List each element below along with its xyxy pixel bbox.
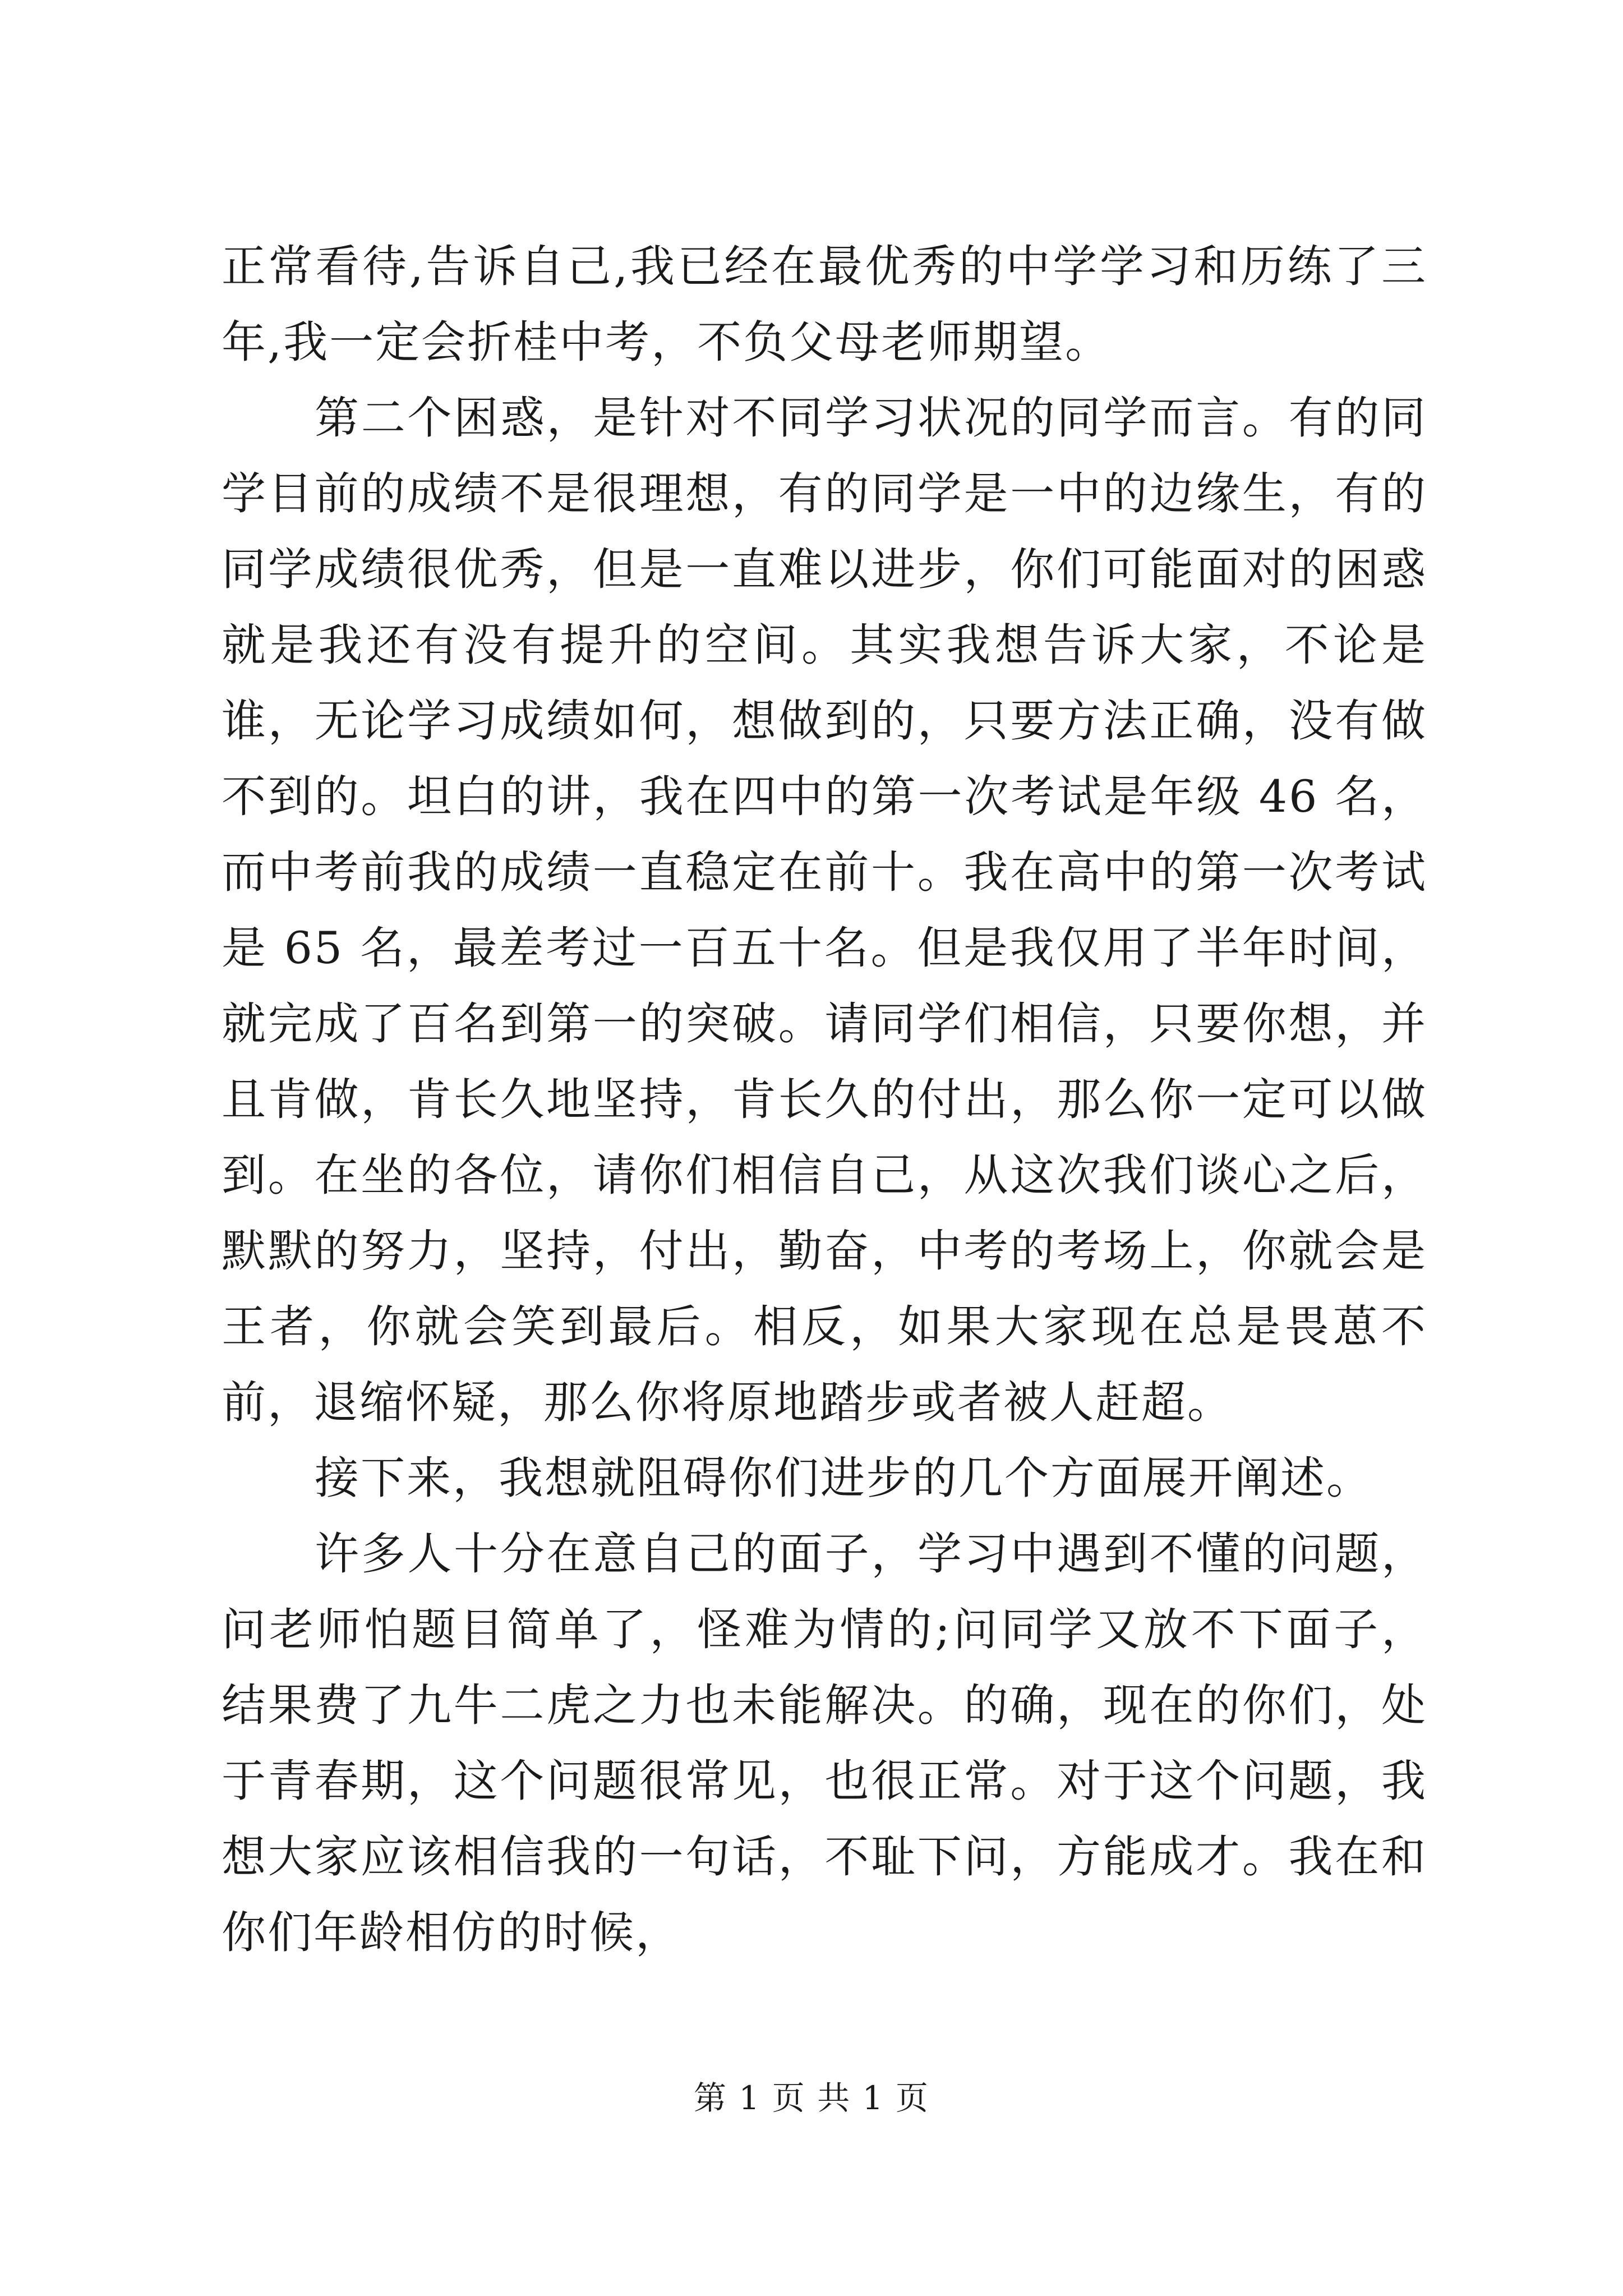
paragraph-3: 接下来，我想就阻碍你们进步的几个方面展开阐述。	[315, 1452, 1372, 1504]
paragraph-2: 第二个困惑，是针对不同学习状况的同学而言。有的同学目前的成绩不是很理想，有的同学是一中的边缘生，有的同学成绩很优秀，但是一直难以进步，你们可能面对的困惑就是我还有没有提升的空间。其实我想告诉大家，不论是谁，无论学习成绩如何，想做到的，只要方法正确，没有做不到的。坦白的讲，我在四中的第一次考试是年级 46 名，而中考前我的成绩一直稳定在前十。我在高中的第一次考试是 65 名，最差考过一百五十名。但是我仅用了半年时间，就完成了百名到第一的突破。请同学们相信，只要你想，并且肯做，肯长久地坚持，肯长久的付出，那么你一定可以做到。在坐的各位，请你们相信自己，从这次我们谈心之后，默默的努力，坚持，付出，勤奋，中考的考场上，你就会是王者，你就会笑到最后。相反，如果大家现在总是畏葸不前，退缩怀疑，那么你将原地踏步或者被人赶超。	[222, 392, 1427, 1428]
document-body	[222, 229, 1427, 1971]
paragraph-1: 正常看待,告诉自己,我已经在最优秀的中学学习和历练了三年,我一定会折桂中考，不负父母老师期望。	[222, 241, 1427, 368]
paragraph-4: 许多人十分在意自己的面子，学习中遇到不懂的问题，问老师怕题目简单了，怪难为情的;问同学又放不下面子，结果费了九牛二虎之力也未能解决。的确，现在的你们，处于青春期，这个问题很常见，也很正常。对于这个问题，我想大家应该相信我的一句话，不耻下问，方能成才。我在和你们年龄相仿的时候，	[222, 1528, 1427, 1958]
page-footer: 第 1 页 共 1 页	[694, 2079, 929, 2117]
